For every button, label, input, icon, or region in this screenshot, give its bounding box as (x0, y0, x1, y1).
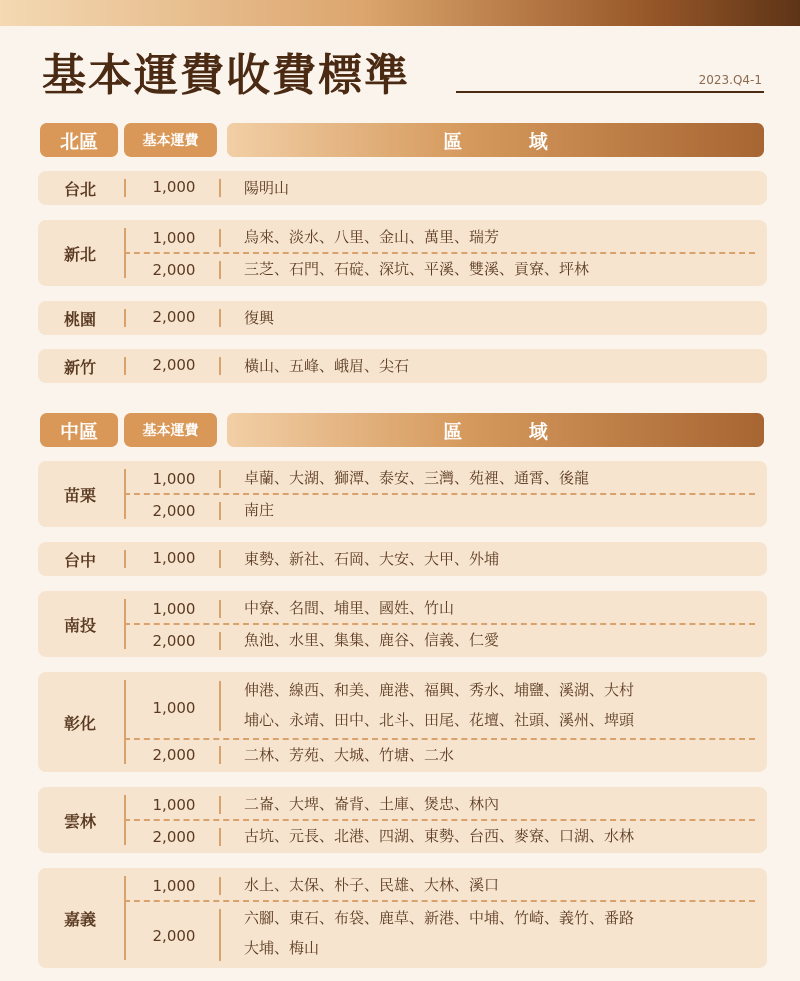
divider (219, 681, 221, 731)
row-divider (124, 900, 755, 902)
divider (219, 470, 221, 488)
county-card-changhua (38, 672, 767, 772)
divider (219, 179, 221, 197)
area-list: 水上、太保、朴子、民雄、大林、溪口 (244, 876, 500, 894)
divider (124, 179, 126, 197)
county-name: 桃園 (63, 309, 96, 329)
divider (219, 828, 221, 846)
fee-value: 1,000 (152, 178, 196, 196)
county-card-taichung (38, 542, 767, 576)
area-list: 六腳、東石、布袋、鹿草、新港、中埔、竹崎、義竹、番路 (244, 909, 635, 927)
fee-value: 1,000 (152, 699, 196, 717)
divider (219, 600, 221, 618)
area-list: 二林、芳苑、大城、竹塘、二水 (244, 746, 455, 764)
fee-value: 2,000 (152, 356, 196, 374)
divider (219, 909, 221, 961)
county-card-taipei (38, 171, 767, 205)
area-list: 中寮、名間、埔里、國姓、竹山 (244, 599, 455, 617)
divider (124, 876, 126, 960)
county-name: 彰化 (63, 713, 96, 733)
area-column-pill: 區 域 (227, 123, 764, 157)
area-list: 三芝、石門、石碇、深坑、平溪、雙溪、貢寮、坪林 (244, 260, 590, 278)
county-card-nantou (38, 591, 767, 657)
county-card-taoyuan (38, 301, 767, 335)
county-name: 新竹 (63, 357, 96, 377)
county-name: 台中 (63, 550, 96, 570)
fee-value: 2,000 (152, 927, 196, 945)
county-card-miaoli (38, 461, 767, 527)
divider (219, 877, 221, 895)
central-region-pill: 中區 (40, 413, 118, 447)
north-region-pill: 北區 (40, 123, 118, 157)
fee-value: 2,000 (152, 261, 196, 279)
area-list: 南庄 (244, 501, 275, 519)
area-list: 大埔、梅山 (244, 939, 320, 957)
county-name: 南投 (63, 615, 96, 635)
area-list: 復興 (244, 309, 275, 327)
county-name: 台北 (63, 179, 96, 199)
fee-value: 1,000 (152, 796, 196, 814)
area-column-pill: 區 域 (227, 413, 764, 447)
divider (219, 502, 221, 520)
divider (219, 550, 221, 568)
county-name: 苗栗 (63, 485, 96, 505)
county-card-chiayi (38, 868, 767, 968)
area-list: 二崙、大埤、崙背、土庫、煲忠、林內 (244, 795, 500, 813)
divider (219, 632, 221, 650)
fee-value: 1,000 (152, 470, 196, 488)
area-list: 橫山、五峰、峨眉、尖石 (244, 357, 410, 375)
top-gradient-bar (0, 0, 800, 26)
page-title: 基本運費收費標準 (42, 50, 410, 101)
fee-value: 1,000 (152, 600, 196, 618)
divider (219, 796, 221, 814)
area-list: 陽明山 (244, 179, 290, 197)
fee-value: 2,000 (152, 746, 196, 764)
divider (219, 746, 221, 764)
divider (219, 309, 221, 327)
fee-column-pill: 基本運費 (124, 123, 217, 157)
county-card-hsinchu (38, 349, 767, 383)
county-card-new-taipei (38, 220, 767, 286)
divider (219, 229, 221, 247)
area-list: 卓蘭、大湖、獅潭、泰安、三灣、苑裡、通霄、後龍 (244, 469, 590, 487)
area-list: 伸港、線西、和美、鹿港、福興、秀水、埔鹽、溪湖、大村 (244, 681, 635, 699)
fee-value: 2,000 (152, 828, 196, 846)
divider (219, 357, 221, 375)
county-name: 嘉義 (63, 909, 96, 929)
fee-value: 1,000 (152, 229, 196, 247)
fee-column-pill: 基本運費 (124, 413, 217, 447)
county-card-yunlin (38, 787, 767, 853)
area-list: 魚池、水里、集集、鹿谷、信義、仁愛 (244, 631, 500, 649)
area-list: 烏來、淡水、八里、金山、萬里、瑞芳 (244, 228, 500, 246)
central-section-header (40, 413, 764, 447)
divider (124, 550, 126, 568)
area-list: 東勢、新社、石岡、大安、大甲、外埔 (244, 550, 500, 568)
area-list: 古坑、元長、北港、四湖、東勢、台西、麥寮、口湖、水林 (244, 827, 635, 845)
version-label: 2023.Q4-1 (698, 73, 762, 87)
fee-value: 2,000 (152, 502, 196, 520)
county-name: 雲林 (63, 811, 96, 831)
row-divider (124, 493, 755, 495)
divider (124, 309, 126, 327)
county-name: 新北 (63, 244, 96, 264)
fee-value: 1,000 (152, 549, 196, 567)
fee-value: 2,000 (152, 308, 196, 326)
area-list: 埔心、永靖、田中、北斗、田尾、花壇、社頭、溪州、埤頭 (244, 711, 635, 729)
divider (124, 357, 126, 375)
fee-value: 2,000 (152, 632, 196, 650)
divider (124, 680, 126, 764)
title-underline (456, 91, 764, 93)
north-section-header (40, 123, 764, 157)
divider (219, 261, 221, 279)
fee-value: 1,000 (152, 877, 196, 895)
